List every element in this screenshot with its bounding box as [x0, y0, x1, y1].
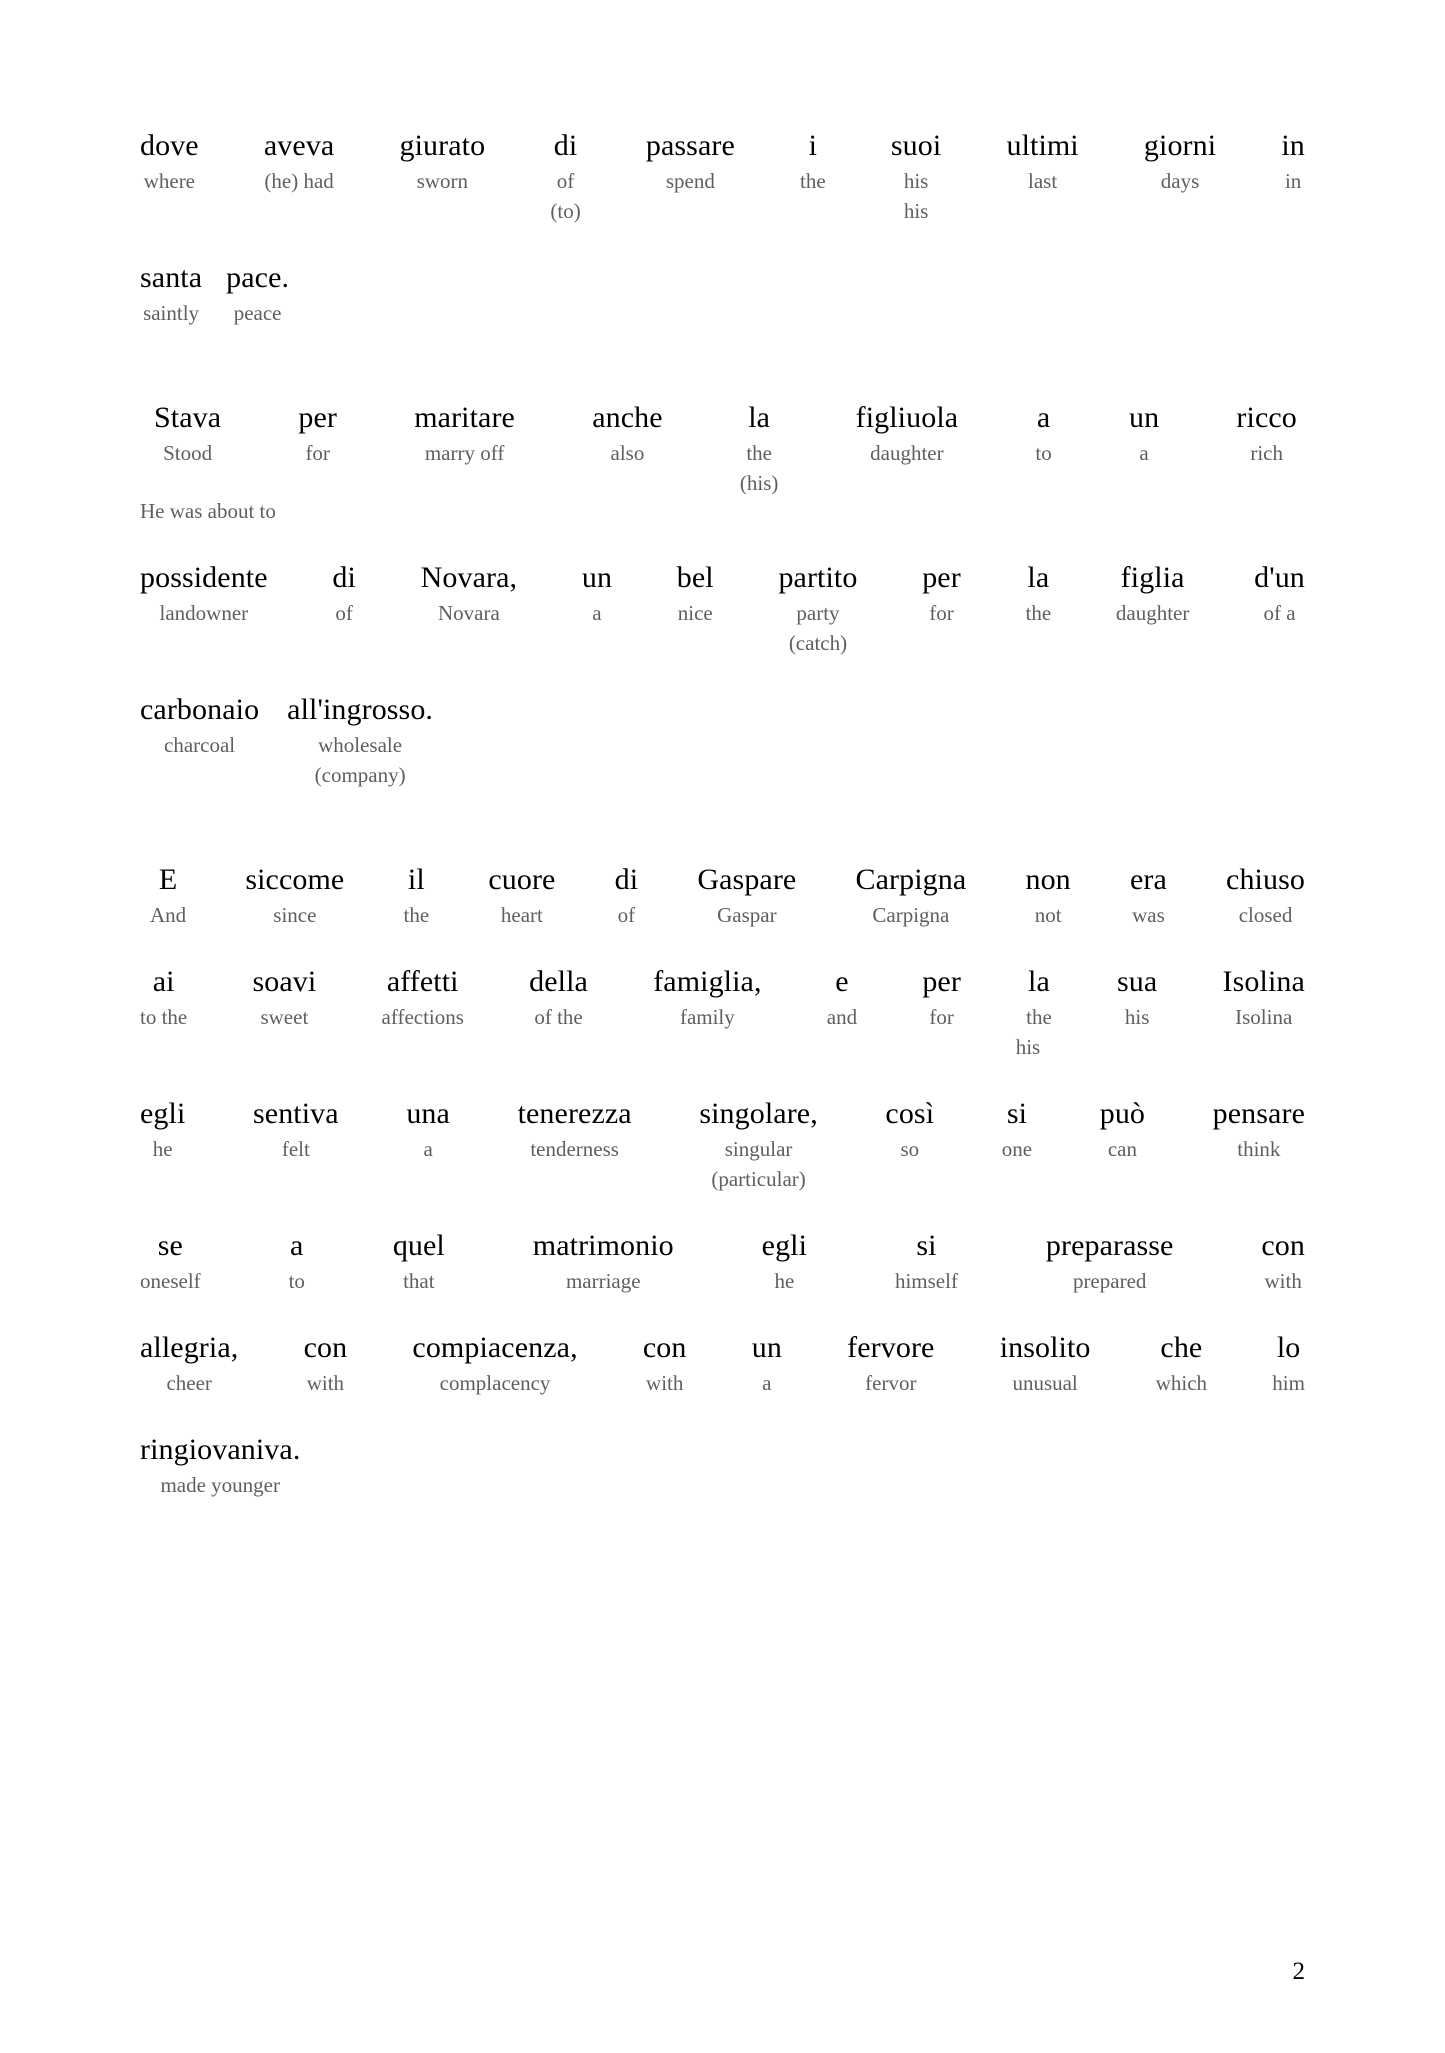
word-group — [922, 964, 961, 1032]
word-group — [529, 964, 588, 1032]
gloss-word: of — [617, 903, 636, 927]
source-word: Stava — [154, 401, 222, 434]
gloss-word: since — [273, 903, 317, 927]
source-word: Novara, — [420, 561, 518, 594]
gloss-word: can — [1107, 1137, 1137, 1161]
source-word: se — [157, 1229, 183, 1262]
source-word: si — [916, 1229, 937, 1262]
source-word: non — [1025, 863, 1071, 896]
source-word: si — [1006, 1097, 1028, 1130]
source-word: Isolina — [1222, 965, 1305, 998]
gloss-word-alt: his — [1015, 1035, 1041, 1059]
word-group — [1254, 560, 1305, 628]
gloss-word: Novara — [437, 601, 500, 625]
source-word: un — [1128, 401, 1160, 434]
gloss-word: so — [900, 1137, 920, 1161]
source-word: tenerezza — [517, 1097, 632, 1130]
word-group — [1272, 1330, 1305, 1398]
word-group — [740, 400, 779, 498]
gloss-word: of the — [534, 1005, 583, 1029]
source-word: passare — [645, 129, 735, 162]
word-group — [1025, 862, 1070, 930]
source-word: un — [581, 561, 613, 594]
gloss-word: (he) had — [264, 169, 334, 193]
gloss-word: peace — [233, 301, 282, 325]
word-group — [304, 1330, 348, 1398]
phrase-gloss: He was about to — [140, 499, 276, 523]
word-group — [1261, 1228, 1305, 1296]
gloss-word-alt: (to) — [550, 199, 581, 223]
source-word: lo — [1276, 1331, 1301, 1364]
source-word: matrimonio — [532, 1229, 674, 1262]
word-group — [154, 400, 221, 468]
gloss-line — [140, 260, 1305, 328]
gloss-word: And — [150, 903, 187, 927]
gloss-word: not — [1034, 903, 1062, 927]
gloss-line — [140, 692, 1305, 790]
gloss-word: nice — [677, 601, 713, 625]
word-group — [677, 560, 714, 628]
gloss-word: also — [610, 441, 645, 465]
word-group — [1035, 400, 1051, 468]
word-group — [332, 560, 356, 628]
paragraph-spacer — [140, 328, 1305, 400]
gloss-word-alt: (particular) — [711, 1167, 806, 1191]
word-group — [615, 862, 639, 930]
line-spacer — [140, 226, 1305, 260]
word-group — [1002, 1096, 1032, 1164]
gloss-paragraph-3 — [140, 862, 1305, 1500]
word-group — [264, 128, 334, 196]
gloss-word: himself — [894, 1269, 958, 1293]
gloss-word: with — [306, 1371, 345, 1395]
gloss-word-alt: (company) — [314, 763, 406, 787]
source-word: il — [407, 863, 425, 896]
source-word: E — [158, 863, 178, 896]
source-word: preparasse — [1045, 1229, 1174, 1262]
gloss-word: with — [646, 1371, 684, 1395]
source-word: possidente — [140, 561, 268, 594]
gloss-word: a — [592, 601, 602, 625]
gloss-word: closed — [1238, 903, 1293, 927]
word-group — [140, 128, 199, 196]
gloss-word: heart — [500, 903, 543, 927]
gloss-word-alt: (catch) — [788, 631, 848, 655]
gloss-word: in — [1284, 169, 1302, 193]
source-word: giurato — [399, 129, 486, 162]
gloss-word: wholesale — [318, 733, 403, 757]
word-group — [1213, 1096, 1305, 1164]
word-group — [1223, 964, 1305, 1032]
word-group — [653, 964, 761, 1032]
source-word: ultimi — [1006, 129, 1079, 162]
gloss-word: unusual — [1012, 1371, 1078, 1395]
word-group — [1015, 964, 1052, 1062]
source-word: i — [808, 129, 818, 162]
word-group — [140, 560, 268, 628]
word-group — [404, 862, 430, 930]
source-word: famiglia, — [653, 965, 762, 998]
source-word: una — [406, 1097, 450, 1130]
gloss-word: the — [403, 903, 430, 927]
source-word: può — [1099, 1097, 1146, 1130]
source-word: di — [332, 561, 356, 594]
gloss-word: marry off — [424, 441, 505, 465]
gloss-word: the — [1025, 601, 1052, 625]
word-group — [140, 1432, 300, 1500]
line-spacer — [140, 658, 1305, 692]
gloss-word: one — [1001, 1137, 1033, 1161]
gloss-line — [140, 1096, 1305, 1194]
word-group — [592, 400, 662, 468]
word-group — [382, 964, 464, 1032]
source-word: Gaspare — [697, 863, 797, 896]
word-group — [1129, 400, 1159, 468]
gloss-word: a — [423, 1137, 433, 1161]
gloss-line — [140, 1330, 1305, 1398]
gloss-word: Carpigna — [872, 903, 950, 927]
word-group — [140, 1330, 238, 1398]
word-group — [1116, 560, 1189, 628]
source-word: la — [1027, 561, 1050, 594]
gloss-word: with — [1264, 1269, 1302, 1293]
source-word: che — [1160, 1331, 1203, 1364]
source-word: con — [303, 1331, 348, 1364]
source-word: della — [529, 965, 588, 998]
source-word: la — [748, 401, 771, 434]
word-group — [1100, 1096, 1145, 1164]
gloss-word: made younger — [160, 1473, 280, 1497]
gloss-word: days — [1160, 169, 1200, 193]
gloss-word: for — [929, 1005, 954, 1029]
gloss-word: he — [774, 1269, 795, 1293]
word-group — [150, 862, 186, 930]
source-word: siccome — [245, 863, 345, 896]
source-word: pensare — [1212, 1097, 1305, 1130]
source-word: e — [835, 965, 849, 998]
word-group — [252, 964, 316, 1032]
word-group — [1144, 128, 1216, 196]
gloss-word: daughter — [1115, 601, 1190, 625]
word-group — [778, 560, 857, 658]
source-word: fervore — [847, 1331, 935, 1364]
word-group — [699, 1096, 817, 1194]
source-word: sua — [1117, 965, 1158, 998]
word-group — [1236, 400, 1296, 468]
source-word: per — [922, 561, 961, 594]
gloss-word: for — [305, 441, 330, 465]
gloss-paragraph-1 — [140, 128, 1305, 328]
source-word: di — [614, 863, 639, 896]
gloss-word: a — [762, 1371, 772, 1395]
source-word: a — [1036, 401, 1051, 434]
word-group — [245, 862, 344, 930]
source-word: sentiva — [253, 1097, 339, 1130]
word-group — [412, 1330, 577, 1398]
gloss-word: family — [679, 1005, 735, 1029]
gloss-paragraph-2 — [140, 400, 1305, 790]
word-group — [533, 1228, 674, 1296]
word-group — [400, 128, 486, 196]
word-group — [393, 1228, 445, 1296]
paragraph-spacer — [140, 790, 1305, 862]
gloss-word-alt: his — [903, 199, 929, 223]
word-group — [1000, 1330, 1091, 1398]
gloss-word: his — [1124, 1005, 1150, 1029]
word-group — [1156, 1330, 1207, 1398]
source-word: suoi — [890, 129, 942, 162]
source-word: con — [1261, 1229, 1305, 1262]
word-group — [226, 260, 289, 328]
word-group — [643, 1330, 687, 1398]
gloss-word: the — [800, 169, 826, 193]
gloss-word: to — [1035, 441, 1052, 465]
gloss-word: for — [929, 601, 954, 625]
gloss-word: cheer — [166, 1371, 212, 1395]
word-group — [518, 1096, 632, 1164]
word-group — [895, 1228, 958, 1296]
source-word: soavi — [252, 965, 317, 998]
gloss-word: he — [152, 1137, 173, 1161]
gloss-word-alt: (his) — [739, 471, 779, 495]
gloss-word: affections — [381, 1005, 464, 1029]
gloss-line — [140, 862, 1305, 930]
word-group — [140, 692, 259, 760]
gloss-word: Isolina — [1235, 1005, 1293, 1029]
source-word: ricco — [1236, 401, 1297, 434]
source-word: così — [885, 1097, 935, 1130]
source-word: carbonaio — [140, 693, 260, 726]
gloss-word: that — [403, 1269, 435, 1293]
gloss-line — [140, 128, 1305, 226]
gloss-line — [140, 400, 1305, 498]
gloss-word: sweet — [260, 1005, 309, 1029]
gloss-line — [140, 964, 1305, 1062]
word-group — [697, 862, 796, 930]
gloss-word: of a — [1263, 601, 1296, 625]
source-word: egli — [140, 1097, 186, 1130]
source-word: ai — [152, 965, 175, 998]
word-group — [827, 964, 857, 1032]
word-group — [582, 560, 612, 628]
source-word: un — [751, 1331, 782, 1364]
source-word: aveva — [263, 129, 335, 162]
source-word: partito — [778, 561, 858, 594]
gloss-word: marriage — [565, 1269, 641, 1293]
source-word: singolare, — [699, 1097, 818, 1130]
word-group — [253, 1096, 339, 1164]
gloss-word: prepared — [1072, 1269, 1147, 1293]
gloss-word: and — [826, 1005, 858, 1029]
source-word: d'un — [1254, 561, 1305, 594]
line-spacer — [140, 1398, 1305, 1432]
word-group — [488, 862, 555, 930]
word-group — [140, 1096, 185, 1164]
source-word: per — [922, 965, 961, 998]
word-group — [762, 1228, 807, 1296]
phrase-gloss-row — [140, 496, 1305, 526]
gloss-word: where — [143, 169, 196, 193]
source-word: anche — [592, 401, 663, 434]
gloss-word: felt — [281, 1137, 310, 1161]
source-word: a — [290, 1229, 304, 1262]
gloss-line — [140, 560, 1305, 658]
source-word: egli — [761, 1229, 808, 1262]
source-word: cuore — [488, 863, 556, 896]
word-group — [1026, 560, 1052, 628]
word-group — [140, 1228, 201, 1296]
gloss-word: party — [796, 601, 840, 625]
gloss-word: spend — [665, 169, 715, 193]
gloss-word: Gaspar — [717, 903, 777, 927]
line-spacer — [140, 1194, 1305, 1228]
line-spacer — [140, 930, 1305, 964]
word-group — [847, 1330, 934, 1398]
source-word: quel — [392, 1229, 445, 1262]
gloss-word: sworn — [416, 169, 469, 193]
word-group — [891, 128, 941, 226]
word-group — [1281, 128, 1305, 196]
source-word: compiacenza, — [412, 1331, 578, 1364]
gloss-word: landowner — [159, 601, 249, 625]
gloss-word: oneself — [140, 1269, 201, 1293]
source-word: affetti — [386, 965, 459, 998]
word-group — [140, 964, 187, 1032]
word-group — [140, 260, 202, 328]
gloss-word: last — [1028, 169, 1058, 193]
word-group — [421, 560, 518, 628]
gloss-word: rich — [1250, 441, 1283, 465]
gloss-word: of — [556, 169, 575, 193]
gloss-word: fervor — [865, 1371, 917, 1395]
source-word: insolito — [999, 1331, 1091, 1364]
word-group — [287, 692, 433, 790]
source-word: per — [298, 401, 337, 434]
gloss-word: tenderness — [530, 1137, 619, 1161]
gloss-word: a — [1139, 441, 1149, 465]
source-word: la — [1028, 965, 1050, 998]
gloss-word: to the — [140, 1005, 188, 1029]
source-word: all'ingrosso. — [287, 693, 434, 726]
word-group — [646, 128, 735, 196]
gloss-word: singular — [724, 1137, 793, 1161]
source-word: pace. — [226, 261, 290, 294]
gloss-line — [140, 1228, 1305, 1296]
gloss-word: his — [903, 169, 929, 193]
page-number: 2 — [1292, 1958, 1305, 1985]
gloss-line — [140, 1432, 1305, 1500]
word-group — [1226, 862, 1305, 930]
source-word: allegria, — [140, 1331, 239, 1364]
word-group — [289, 1228, 305, 1296]
gloss-word: Stood — [163, 441, 213, 465]
line-spacer — [140, 526, 1305, 560]
gloss-word: him — [1272, 1371, 1305, 1395]
gloss-word: which — [1155, 1371, 1208, 1395]
source-word: maritare — [414, 401, 515, 434]
source-word: giorni — [1143, 129, 1217, 162]
source-word: ringiovaniva. — [140, 1433, 301, 1466]
gloss-word: the — [1026, 1005, 1052, 1029]
source-word: con — [642, 1331, 687, 1364]
gloss-word: to — [288, 1269, 305, 1293]
source-word: in — [1281, 129, 1305, 162]
word-group — [1117, 964, 1157, 1032]
source-word: bel — [676, 561, 714, 594]
word-group — [885, 1096, 934, 1164]
gloss-word: think — [1237, 1137, 1281, 1161]
gloss-word: charcoal — [164, 733, 236, 757]
word-group — [856, 862, 967, 930]
word-group — [800, 128, 826, 196]
word-group — [414, 400, 515, 468]
line-spacer — [140, 1062, 1305, 1096]
word-group — [406, 1096, 450, 1164]
gloss-word: daughter — [870, 441, 944, 465]
word-group — [550, 128, 580, 226]
word-group — [1130, 862, 1167, 930]
word-group — [856, 400, 959, 468]
source-word: Carpigna — [855, 863, 967, 896]
source-word: figlia — [1120, 561, 1185, 594]
word-group — [1006, 128, 1078, 196]
word-group — [752, 1330, 782, 1398]
gloss-word: was — [1132, 903, 1165, 927]
gloss-word: saintly — [143, 301, 200, 325]
source-word: era — [1129, 863, 1167, 896]
word-group — [1046, 1228, 1174, 1296]
source-word: dove — [140, 129, 199, 162]
source-word: santa — [140, 261, 203, 294]
word-group — [922, 560, 961, 628]
source-word: chiuso — [1226, 863, 1305, 896]
gloss-word: of — [335, 601, 353, 625]
gloss-word: the — [746, 441, 772, 465]
source-word: di — [553, 129, 578, 162]
line-spacer — [140, 1296, 1305, 1330]
gloss-word: complacency — [439, 1371, 551, 1395]
source-word: figliuola — [855, 401, 959, 434]
word-group — [298, 400, 337, 468]
